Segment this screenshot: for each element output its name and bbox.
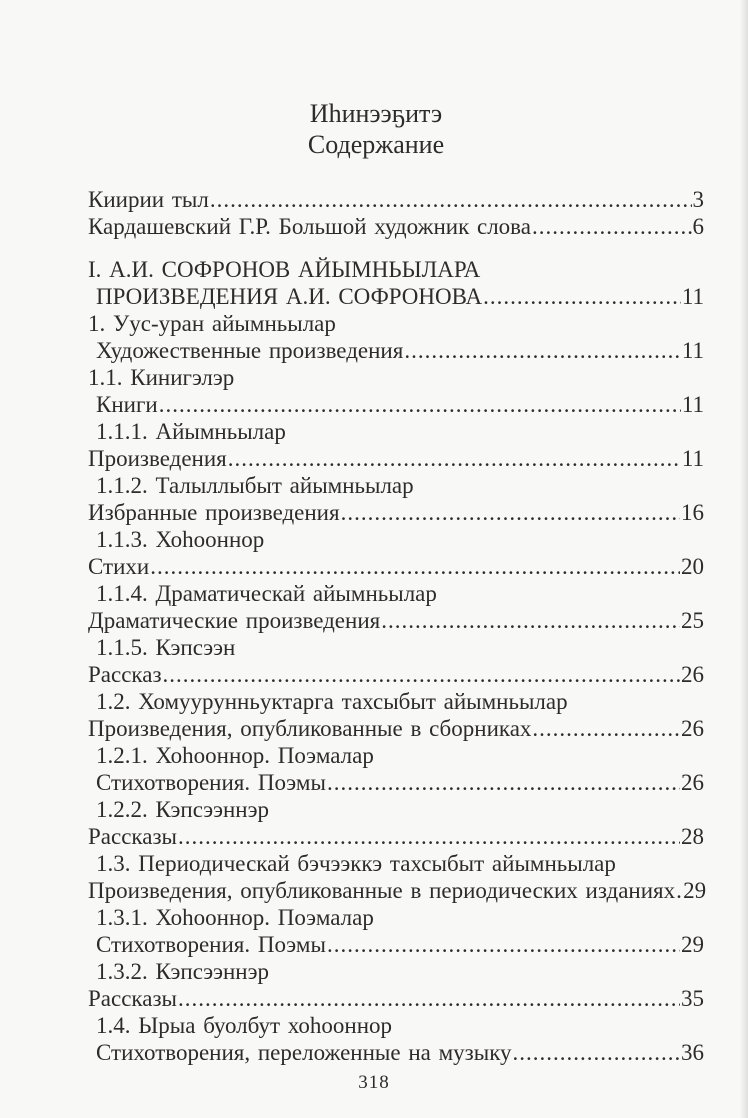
toc-entry-label: Стихотворения. Поэмы	[96, 770, 326, 795]
toc-entry-label: 1.4. Ырыа буолбут хоһооннор	[96, 1013, 393, 1038]
toc-entry-label: Произведения, опубликованные в сборниках	[88, 716, 532, 741]
toc-entry	[88, 958, 704, 985]
toc-entry-label: I. А.И. СОФРОНОВ АЙЫМНЬЫЛАРА	[88, 257, 481, 282]
toc-entry-page: 25	[681, 608, 704, 633]
toc-entry	[88, 364, 704, 391]
toc-entry	[88, 877, 707, 904]
toc-entry-page: 29	[681, 932, 704, 957]
toc-entry-page: 16	[681, 500, 704, 525]
toc-entry	[88, 661, 704, 688]
toc-entry-label: Стихотворения. Поэмы	[96, 932, 326, 957]
toc-entry-page: 20	[681, 554, 704, 579]
dot-leader	[159, 391, 681, 418]
dot-leader	[483, 283, 681, 310]
dot-leader	[327, 769, 680, 796]
toc-entry-label: 1.1. Кинигэлэр	[88, 365, 235, 390]
toc-entry	[88, 904, 704, 931]
title-russian: Содержание	[307, 130, 445, 159]
toc-entry-page: 28	[681, 824, 704, 849]
toc-entry	[88, 688, 704, 715]
dot-leader	[532, 213, 692, 240]
toc-entry-label: 1. Уус-уран айымньылар	[88, 311, 336, 336]
toc-entry-label: Произведения	[88, 446, 227, 471]
toc-entry	[88, 418, 704, 445]
toc-entry-page: 11	[681, 284, 704, 309]
toc-entry	[88, 186, 704, 213]
dot-leader	[513, 1039, 680, 1066]
dot-leader	[404, 337, 681, 364]
toc-entry-label: 1.1.5. Кэпсээн	[96, 635, 236, 660]
toc-entry	[88, 283, 704, 310]
toc-entry	[88, 985, 704, 1012]
toc-entry	[88, 769, 704, 796]
toc-entry-label: Стихи	[88, 554, 150, 579]
toc-entry	[88, 337, 704, 364]
toc-entry	[88, 391, 704, 418]
toc-entry-label: Избранные произведения	[88, 500, 340, 525]
toc-entry-label: Рассказы	[88, 986, 177, 1011]
toc-entry-label: Книги	[96, 392, 158, 417]
toc-entry	[88, 1039, 704, 1066]
dot-leader	[532, 715, 680, 742]
toc-entry-page: 3	[692, 187, 704, 212]
toc-entry	[88, 213, 704, 240]
toc-list	[88, 186, 707, 1066]
toc-entry-page: 6	[692, 214, 704, 239]
toc-entry-label: 1.3.1. Хоһооннор. Поэмалар	[96, 905, 374, 930]
toc-entry-label: 1.1.2. Талыллыбыт айымньылар	[96, 473, 414, 498]
dot-leader	[228, 445, 681, 472]
dot-leader	[178, 823, 680, 850]
toc-entry-label: 1.1.4. Драматическай айымньылар	[96, 581, 437, 606]
dot-leader	[163, 661, 680, 688]
title-sakha: Иһинээҕитэ	[309, 99, 443, 128]
page-header	[64, 98, 688, 160]
toc-entry-label: Художественные произведения	[96, 338, 404, 363]
toc-entry	[88, 526, 704, 553]
toc-entry	[88, 715, 704, 742]
toc-entry-page: 11	[681, 446, 704, 471]
toc-entry	[88, 931, 704, 958]
dot-leader	[178, 985, 680, 1012]
toc-entry-page: 11	[681, 392, 704, 417]
toc-entry-label: Кардашевский Г.Р. Большой художник слова	[88, 214, 531, 239]
toc-entry-label: Киирии тыл	[88, 187, 209, 212]
toc-entry-label: 1.2.2. Кэпсээннэр	[96, 797, 269, 822]
toc-entry	[88, 1012, 704, 1039]
toc-entry	[88, 607, 704, 634]
toc-entry	[88, 445, 704, 472]
toc-entry	[88, 310, 704, 337]
page-number-footer: 318	[358, 1072, 390, 1093]
toc-entry-page: 36	[681, 1040, 704, 1065]
toc-entry	[88, 850, 704, 877]
toc-entry	[88, 256, 704, 283]
toc-entry	[88, 553, 704, 580]
dot-leader	[327, 931, 680, 958]
toc-entry-page: 29	[683, 878, 707, 903]
toc-entry-label: 1.2. Хомуурунньуктарга тахсыбыт айымньылар	[96, 689, 568, 714]
dot-leader	[381, 607, 680, 634]
toc-entry-label: 1.2.1. Хоһооннор. Поэмалар	[96, 743, 374, 768]
toc-entry-page: 26	[681, 716, 704, 741]
dot-leader	[150, 553, 680, 580]
toc-entry-label: ПРОИЗВЕДЕНИЯ А.И. СОФРОНОВА	[96, 284, 483, 309]
toc-entry-label: 1.3.2. Кэпсээннэр	[96, 959, 269, 984]
toc-entry-label: 1.1.1. Айымньылар	[96, 419, 286, 444]
dot-leader	[676, 877, 682, 904]
toc-entry-label: Драматические произведения	[88, 608, 381, 633]
toc-entry	[88, 823, 704, 850]
toc-entry-page: 26	[681, 662, 704, 687]
dot-leader	[210, 186, 692, 213]
toc-entry-label: 1.1.3. Хоһооннор	[96, 527, 265, 552]
toc-entry	[88, 796, 704, 823]
toc-entry-label: Рассказ	[88, 662, 162, 687]
toc-entry-page: 35	[681, 986, 704, 1011]
toc-entry-label: Стихотворения, переложенные на музыку	[96, 1040, 512, 1065]
toc-entry	[88, 634, 704, 661]
toc-entry	[88, 472, 704, 499]
toc-entry-label: 1.3. Периодическай бэчээккэ тахсыбыт айымньылар	[96, 851, 616, 876]
dot-leader	[341, 499, 680, 526]
toc-entry	[88, 499, 704, 526]
toc-entry-page: 26	[681, 770, 704, 795]
toc-entry-label: Произведения, опубликованные в периодических изданиях	[88, 878, 676, 903]
toc-entry	[88, 580, 704, 607]
toc-entry-label: Рассказы	[88, 824, 177, 849]
toc-entry	[88, 742, 704, 769]
toc-entry-page: 11	[681, 338, 704, 363]
